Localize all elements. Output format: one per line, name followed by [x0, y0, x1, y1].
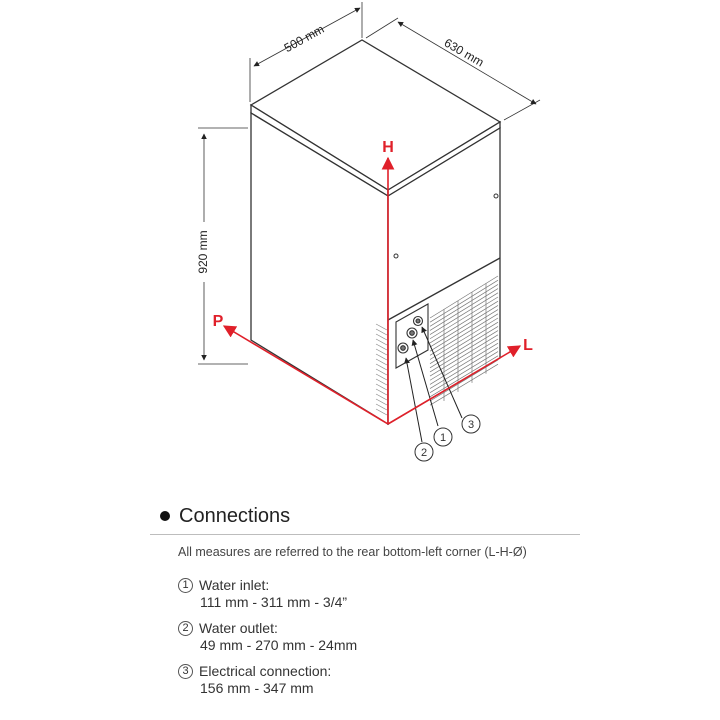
list-item	[178, 663, 580, 697]
section-header	[150, 500, 580, 535]
section-title: Connections	[179, 504, 291, 527]
svg-text:3: 3	[467, 419, 475, 431]
list-item	[178, 577, 580, 611]
height-label: 920 mm	[196, 230, 210, 274]
axis-h-label: H	[382, 139, 394, 156]
item-label: Water outlet:	[199, 620, 278, 636]
list-item	[178, 620, 580, 654]
bullet-icon	[160, 511, 170, 521]
callout-3	[462, 415, 480, 433]
item-number-badge: 1	[178, 578, 193, 593]
svg-text:1: 1	[439, 432, 447, 444]
item-number-badge: 2	[178, 621, 193, 636]
item-value: 49 mm - 270 mm - 24mm	[200, 637, 358, 653]
machine-body	[251, 40, 500, 424]
item-value: 156 mm - 347 mm	[200, 680, 314, 696]
axis-l-label: L	[523, 337, 533, 354]
callout-1	[434, 428, 452, 446]
svg-text:2: 2	[420, 447, 428, 459]
callout-2	[415, 443, 433, 461]
width-label: 500 mm	[281, 21, 327, 56]
axis-p-label: P	[212, 313, 224, 330]
connections-section	[150, 500, 580, 706]
connections-list	[178, 577, 580, 697]
item-label: Water inlet:	[199, 577, 270, 593]
item-value: 111 mm - 311 mm - 3/4”	[200, 594, 348, 610]
section-note: All measures are referred to the rear bottom-left corner (L-H-Ø)	[178, 545, 527, 559]
depth-label: 630 mm	[441, 35, 487, 70]
item-number-badge: 3	[178, 664, 193, 679]
item-label: Electrical connection:	[199, 663, 332, 679]
